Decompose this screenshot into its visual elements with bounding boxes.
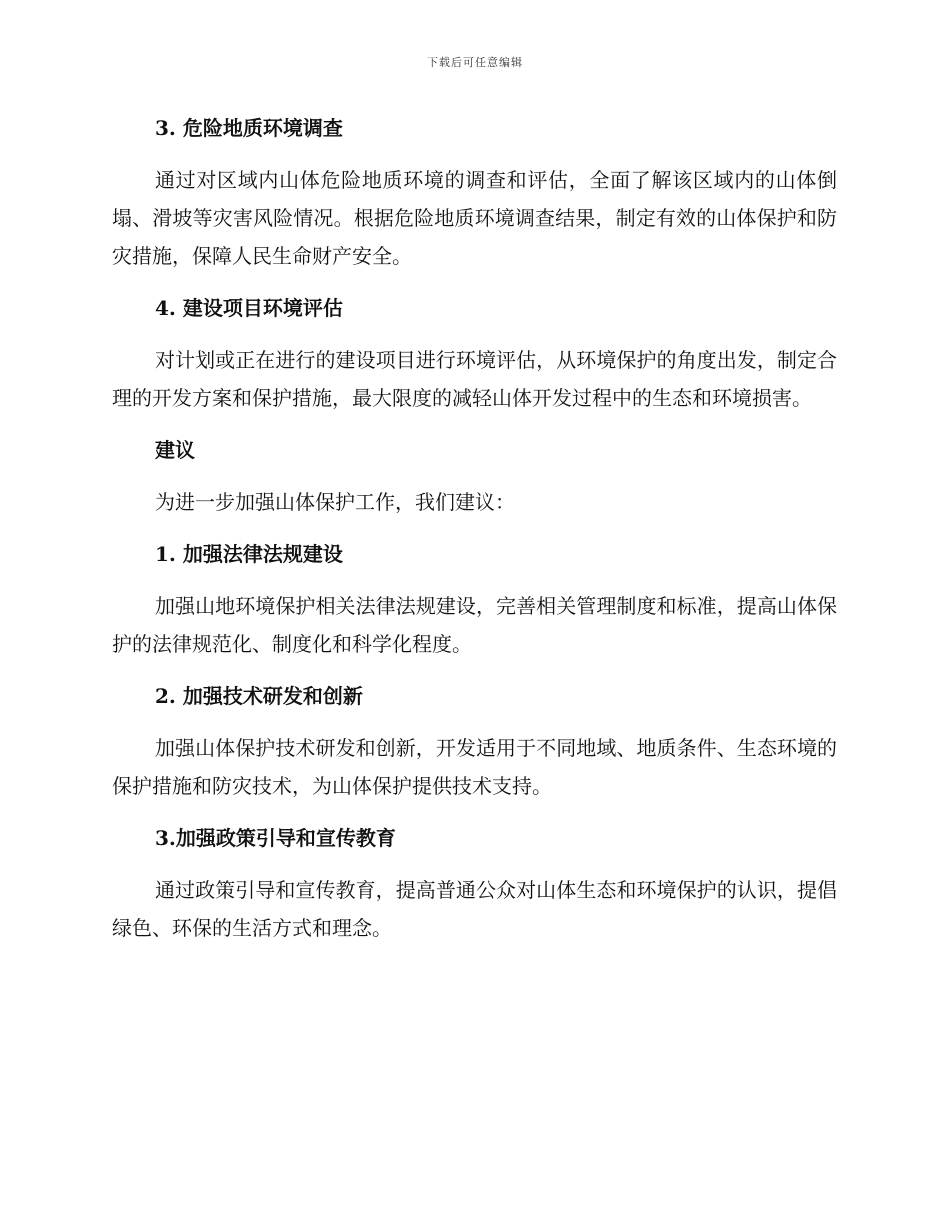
section-heading: 4. 建设项目环境评估 [155, 296, 343, 320]
section-paragraph: 加强山地环境保护相关法律法规建设，完善相关管理制度和标准，提高山体保护的法律规范化、制度化和科学化程度。 [112, 594, 837, 656]
section-heading: 建议 [155, 438, 195, 462]
section-heading: 3. 危险地质环境调查 [155, 116, 343, 140]
section-paragraph: 通过政策引导和宣传教育，提高普通公众对山体生态和环境保护的认识，提倡绿色、环保的生活方式和理念。 [112, 878, 837, 940]
section-heading: 2. 加强技术研发和创新 [155, 684, 363, 708]
section-heading: 1. 加强法律法规建设 [155, 542, 343, 566]
section-paragraph: 通过对区域内山体危险地质环境的调查和评估，全面了解该区域内的山体倒塌、滑坡等灾害风险情况。根据危险地质环境调查结果，制定有效的山体保护和防灾措施，保障人民生命财产安全。 [112, 168, 837, 268]
section-heading: 3.加强政策引导和宣传教育 [155, 826, 396, 850]
section-paragraph: 加强山体保护技术研发和创新，开发适用于不同地域、地质条件、生态环境的保护措施和防灾技术，为山体保护提供技术支持。 [112, 736, 837, 798]
header-note: 下载后可任意编辑 [427, 56, 523, 69]
document-body [112, 112, 837, 947]
section-paragraph: 为进一步加强山体保护工作，我们建议： [155, 490, 515, 514]
section-paragraph: 对计划或正在进行的建设项目进行环境评估，从环境保护的角度出发，制定合理的开发方案和保护措施，最大限度的减轻山体开发过程中的生态和环境损害。 [112, 348, 837, 410]
